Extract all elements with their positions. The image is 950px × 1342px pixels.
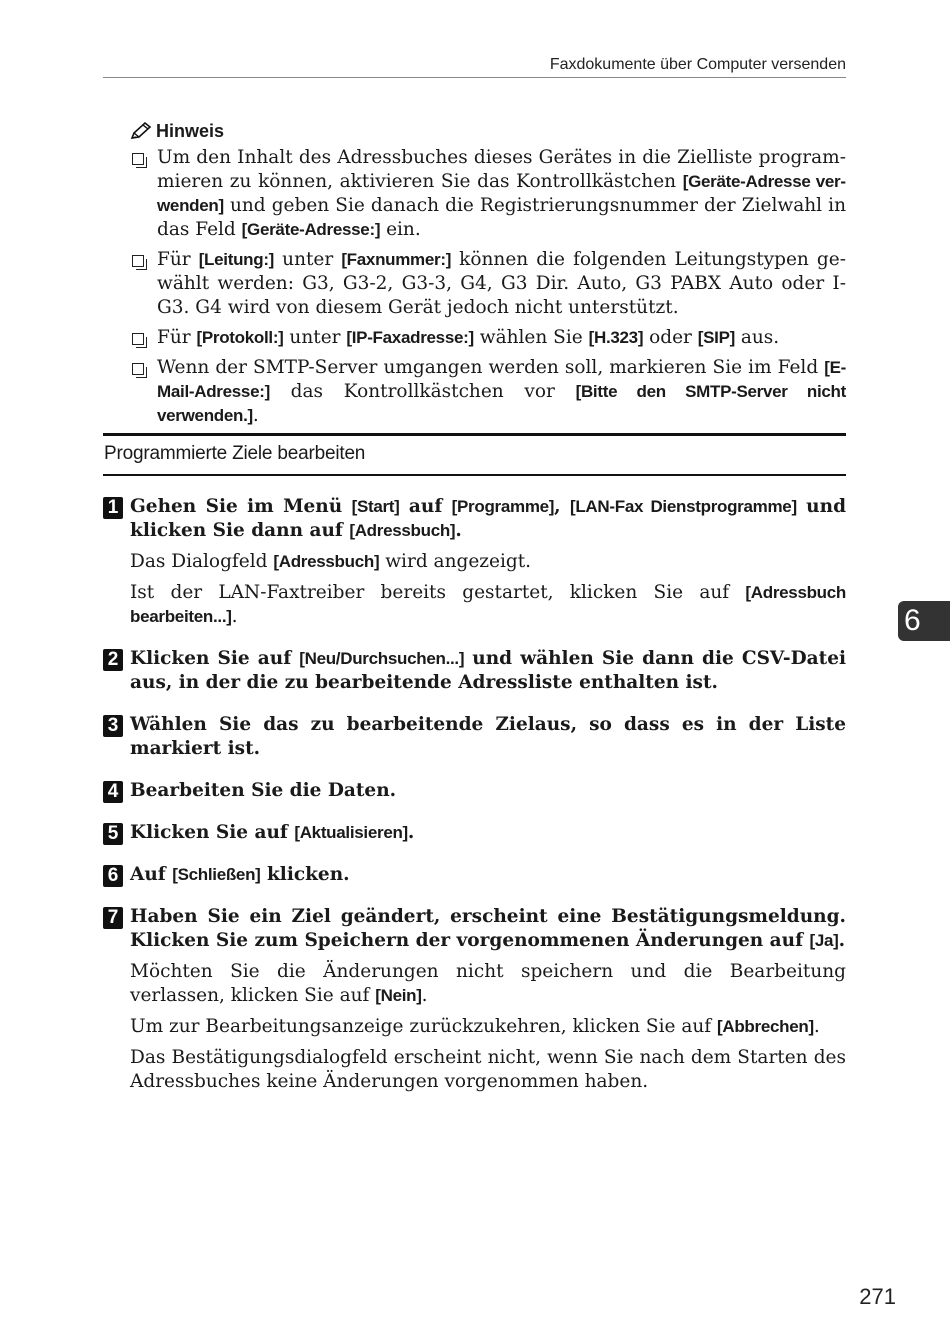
note-item [130, 146, 846, 242]
ui-label: [Leitung:] [198, 250, 275, 269]
note-text: ein. [380, 219, 421, 240]
note-text: wählen Sie [473, 327, 589, 348]
ui-label: [Geräte-Adresse verwenden] [157, 172, 846, 215]
ui-label: [Faxnummer:] [341, 250, 452, 269]
step-1 [103, 495, 846, 629]
ui-label: [E-Mail-Adresse:] [157, 358, 846, 401]
running-header: Faxdokumente über Computer versenden [549, 56, 846, 73]
step-text: Das Dialogfeld [Adressbuch] wird angezeigt. [130, 551, 532, 572]
step-number-icon: 5 [103, 823, 123, 845]
ui-label: [H.323] [588, 328, 644, 347]
note-text: Für [157, 327, 197, 348]
section-title: Programmierte Ziele bearbeiten [104, 443, 366, 464]
step-heading: Haben Sie ein Ziel geändert, erscheint eine Bestätigungsmeldung. Klicken Sie zum Speichern der vorgenommenen Änderungen auf [Ja]. [130, 906, 846, 951]
step-6 [103, 863, 846, 887]
note-title-text: Hinweis [156, 120, 225, 141]
step-number-icon: 6 [103, 865, 123, 887]
step-3 [103, 713, 846, 761]
header-rule [103, 77, 846, 78]
step-number-icon: 3 [103, 715, 123, 737]
page-number: 271 [859, 1284, 896, 1309]
note-text: unter [274, 249, 342, 270]
ui-label: [SIP] [697, 328, 735, 347]
step-heading: Auf [Schließen] klicken. [130, 864, 350, 885]
section-rule-bottom [103, 474, 846, 476]
pencil-icon [130, 121, 152, 141]
ui-label: [Protokoll:] [196, 328, 284, 347]
step-text: Das Bestätigungsdialogfeld erscheint nicht, wenn Sie nach dem Starten des Adressbuches keine Änderungen vorgenommen haben. [130, 1047, 846, 1092]
steps-list [103, 495, 846, 1112]
step-number-icon: 2 [103, 649, 123, 671]
step-heading: Klicken Sie auf [Aktualisieren]. [130, 822, 415, 843]
note-item [130, 326, 846, 350]
checkbox-bullet-icon [132, 333, 144, 345]
note-text: können die folgenden Leitungstypen gewählt werden: G3, G3-2, G3-3, G4, G3 Dir. Auto, G3 PABX Auto oder I-G3. G4 wird von diesem Gerät jedoch nicht unterstützt. [157, 249, 846, 318]
note-text: unter [283, 327, 347, 348]
note-box [130, 118, 846, 428]
step-7 [103, 905, 846, 1094]
step-text: Möchten Sie die Änderungen nicht speichern und die Bearbeitung verlassen, klicken Sie auf [Nein]. [130, 961, 846, 1006]
step-2 [103, 647, 846, 695]
ui-label: [Bitte den SMTP-Server nicht verwenden.] [157, 382, 846, 425]
chapter-tab: 6 [898, 601, 950, 641]
step-5 [103, 821, 846, 845]
checkbox-bullet-icon [132, 255, 144, 267]
note-item [130, 356, 846, 428]
note-text: Für [157, 249, 199, 270]
note-text: das Kontrollkästchen vor [269, 381, 576, 402]
step-number-icon: 7 [103, 907, 123, 929]
step-text: Ist der LAN-Faxtreiber bereits gestartet, klicken Sie auf [Adressbuch bearbeiten...]. [130, 582, 846, 627]
step-number-icon: 4 [103, 781, 123, 803]
ui-label: [Geräte-Adresse:] [241, 220, 381, 239]
step-heading: Klicken Sie auf [Neu/Durchsuchen...] und wählen Sie dann die CSV-Datei aus, in der die zu bearbeitende Adressliste enthalten ist. [130, 648, 846, 693]
step-heading: Gehen Sie im Menü [Start] auf [Programme], [LAN-Fax Dienstprogramme] und klicken Sie dann auf [Adressbuch]. [130, 496, 847, 541]
checkbox-bullet-icon [132, 153, 144, 165]
note-text: oder [643, 327, 698, 348]
note-text: Um den Inhalt des Adressbuches dieses Gerätes in die Zielliste programmieren zu können, aktivieren Sie das Kontrollkästchen [157, 147, 846, 192]
step-number-icon: 1 [103, 497, 123, 519]
note-text: und geben Sie danach die Registrierungsnummer der Zielwahl in das Feld [157, 195, 846, 240]
note-item [130, 248, 846, 320]
ui-label: [IP-Faxadresse:] [346, 328, 474, 347]
note-text: . [252, 405, 259, 426]
step-heading: Wählen Sie das zu bearbeitende Zielaus, so dass es in der Liste markiert ist. [130, 714, 846, 759]
step-text: Um zur Bearbeitungsanzeige zurückzukehren, klicken Sie auf [Abbrechen]. [130, 1016, 820, 1037]
note-text: aus. [734, 327, 780, 348]
step-heading: Bearbeiten Sie die Daten. [130, 780, 397, 801]
section-rule-top [103, 433, 846, 436]
checkbox-bullet-icon [132, 363, 144, 375]
step-4 [103, 779, 846, 803]
note-text: Wenn der SMTP-Server umgangen werden soll, markieren Sie im Feld [157, 357, 825, 378]
note-title [130, 118, 846, 144]
